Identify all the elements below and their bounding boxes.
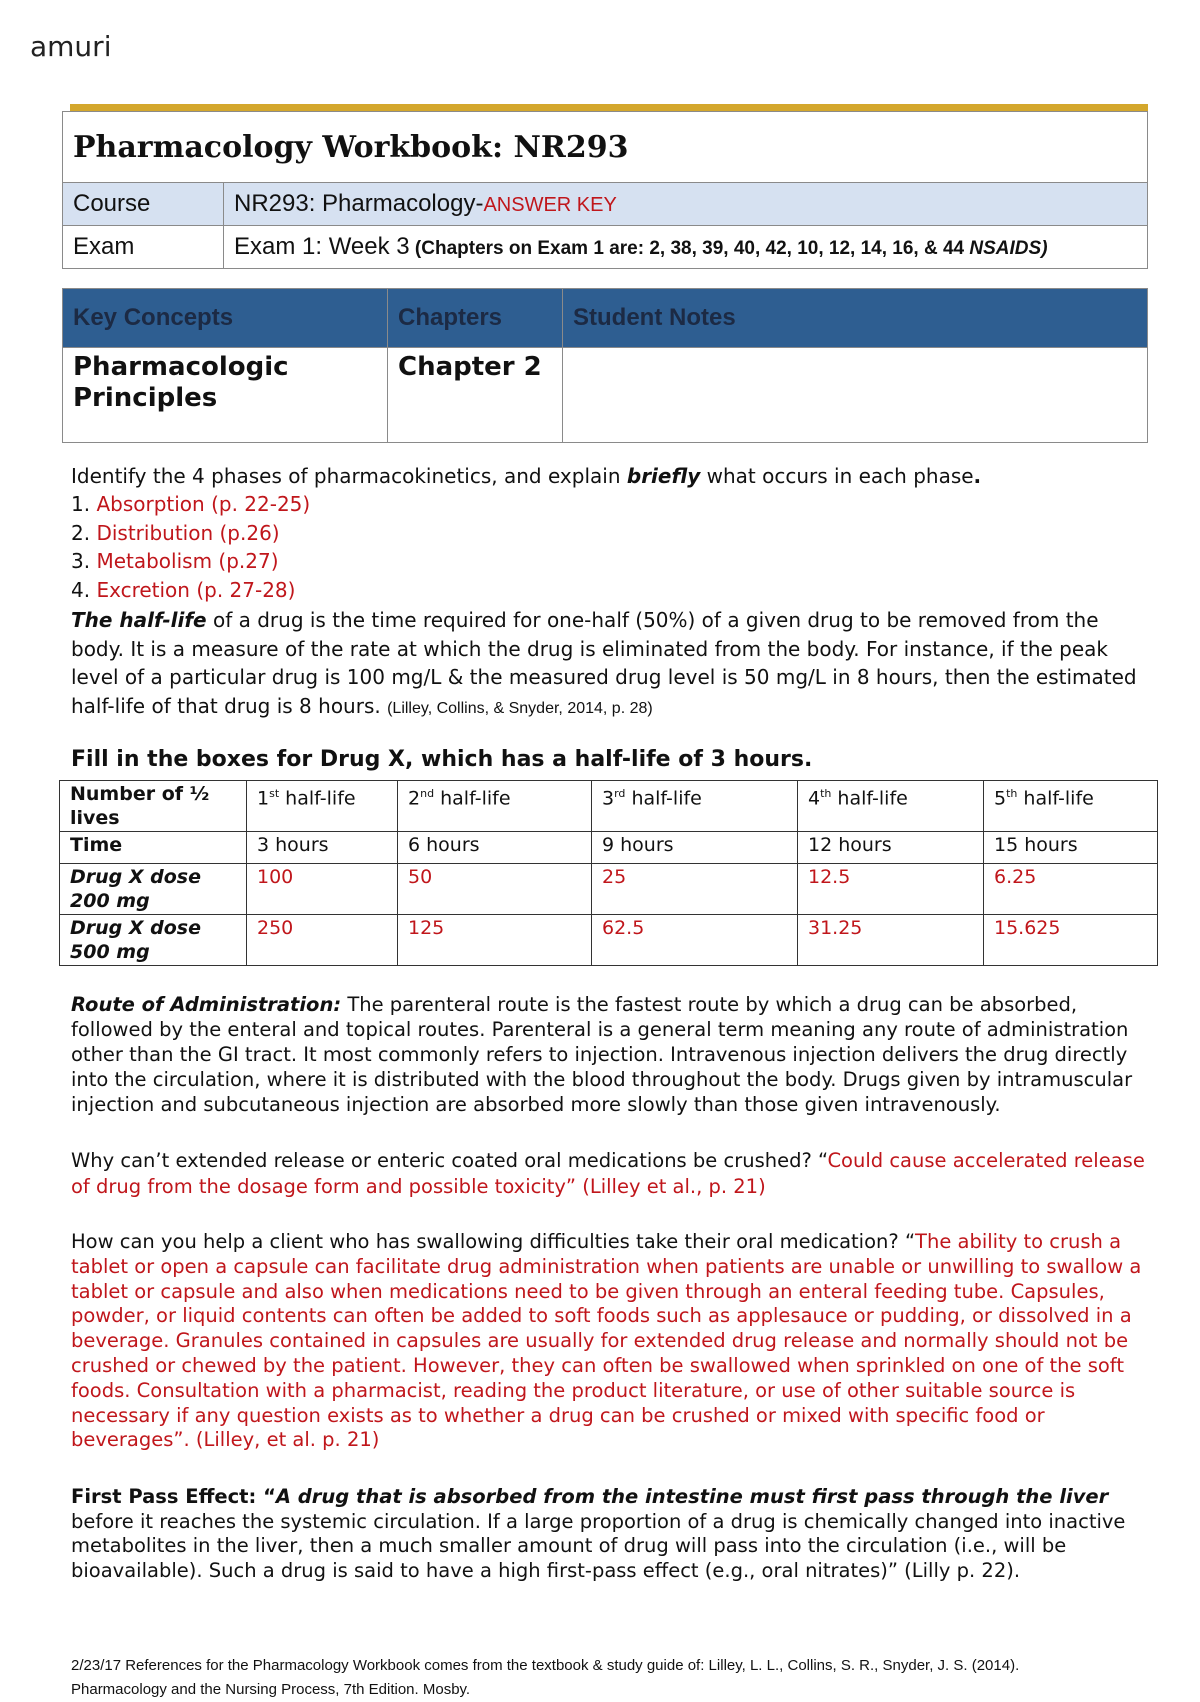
dose-cell: 125 [398,915,592,966]
dose-cell: 31.25 [798,915,984,966]
dose-200-label: Drug X dose 200 mg [60,864,247,915]
dose-cell: 100 [247,864,398,915]
half-life-header: 3rd half-life [592,781,798,832]
uploader-name: amuri [30,30,112,63]
key-concepts-table [62,288,1148,443]
student-notes-header: Student Notes [563,289,1148,348]
table-row [60,864,1158,915]
table-row [60,915,1158,966]
dose-500-label: Drug X dose 500 mg [60,915,247,966]
time-cell: 6 hours [398,832,592,864]
answer-key-label: ANSWER KEY [483,194,617,216]
key-concept-cell [63,348,388,443]
dose-cell: 25 [592,864,798,915]
exam-label: Exam [63,226,224,269]
list-item: 1. Absorption (p. 22-25) [71,492,311,516]
course-value [224,183,1148,226]
exam-chapters: (Chapters on Exam 1 are: 2, 38, 39, 40, 42, 10, 12, 14, 16, & 44 [409,238,970,259]
key-concepts-row [63,348,1148,443]
list-item: 4. Excretion (p. 27-28) [71,577,296,602]
exam-row [63,226,1148,269]
key-concept-line1: Pharmacologic [73,352,289,382]
half-life-header: 2nd half-life [398,781,592,832]
workbook-header-table [62,111,1148,269]
dose-cell: 250 [247,915,398,966]
drug-table-heading: Fill in the boxes for Drug X, which has a half-life of 3 hours. [71,747,813,772]
table-row [60,781,1158,832]
key-concepts-header-row [63,289,1148,348]
first-pass-paragraph: First Pass Effect: “A drug that is absorbed from the intestine must first pass through the liver before it reaches the systemic circulation. If a large proportion of a drug is chemically changed into inactive metabolites in the liver, then a much smaller amount of drug will pass into the circulation (i.e., will be bioavailable). Such a drug is said to have a high first-pass effect (e.g., oral nitrates)” (Lilly p. 22). [71,1485,1126,1582]
half-lives-label: Number of ½ lives [60,781,247,832]
half-life-citation: (Lilley, Collins, & Snyder, 2014, p. 28) [387,699,653,717]
key-concept-line2: Principles [73,383,218,413]
pharmacokinetics-phases-list [71,490,310,604]
exam-nsaids: NSAIDS) [969,238,1048,259]
dose-cell: 6.25 [984,864,1158,915]
dose-cell: 50 [398,864,592,915]
footer-reference: 2/23/17 References for the Pharmacology Workbook comes from the textbook & study guide of: Lilley, L. L., Collins, S. R., Snyder, J. S. (2014). Pharmacology and the Nursing Process, 7th Edition. Mosby. [71,1657,1020,1698]
exam-value [224,226,1148,269]
dose-cell: 15.625 [984,915,1158,966]
course-row [63,183,1148,226]
time-cell: 12 hours [798,832,984,864]
dose-cell: 12.5 [798,864,984,915]
table-row [60,832,1158,864]
swallow-question-paragraph: How can you help a client who has swallowing difficulties take their oral medication? “The ability to crush a tablet or open a capsule can facilitate drug administration when patients are unable or unwilling to swallow a tablet or capsule and also when medications need to be given through an enteral feeding tube. Capsules, powder, or liquid contents can often be added to soft foods such as applesauce or pudding, or dissolved in a beverage. Granules contained in capsules are usually for extended drug release and normally should not be crushed or chewed by the patient. However, they can often be swallowed when sprinkled on one of the soft foods. Consultation with a pharmacist, reading the product literature, or use of other suitable source is necessary if any question exists as to whether a drug can be crushed or mixed with specific food or beverages”. (Lilley, et al. p. 21) [71,1230,1142,1452]
time-cell: 15 hours [984,832,1158,864]
half-life-header: 4th half-life [798,781,984,832]
dose-cell: 62.5 [592,915,798,966]
half-life-table [59,780,1158,966]
exam-name: Exam 1: Week 3 [234,233,410,260]
course-name: NR293: Pharmacology- [234,190,484,217]
half-life-paragraph: The half-life of a drug is the time required for one-half (50%) of a given drug to be removed from the body. It is a measure of the rate at which the drug is eliminated from the body. For instance, if the peak level of a particular drug is 100 mg/L & the measured drug level is 50 mg/L in 8 hours, then the estimated half-life of that drug is 8 hours. (Lilley, Collins, & Snyder, 2014, p. 28) [71,608,1137,718]
chapters-header: Chapters [388,289,563,348]
time-label: Time [60,832,247,864]
pharmacokinetics-prompt: Identify the 4 phases of pharmacokinetics, and explain briefly what occurs in each phase. [71,464,982,488]
crush-question-paragraph: Why can’t extended release or enteric coated oral medications be crushed? “Could cause accelerated release of drug from the dosage form and possible toxicity” (Lilley et al., p. 21) [71,1149,1145,1198]
key-concepts-header: Key Concepts [63,289,388,348]
route-of-administration-paragraph: Route of Administration: The parenteral route is the fastest route by which a drug can be absorbed, followed by the enteral and topical routes. Parenteral is a general term meaning any route of administration other than the GI tract. It most commonly refers to injection. Intravenous injection delivers the drug directly into the circulation, where it is distributed with the blood throughout the body. Drugs given by intramuscular injection and subcutaneous injection are absorbed more slowly than those given intravenously. [71,993,1133,1116]
list-item: 3. Metabolism (p.27) [71,549,279,573]
workbook-title: Pharmacology Workbook: NR293 [63,112,1148,183]
time-cell: 9 hours [592,832,798,864]
half-life-header: 1st half-life [247,781,398,832]
student-notes-cell[interactable] [563,348,1148,443]
chapter-cell: Chapter 2 [388,348,563,443]
list-item: 2. Distribution (p.26) [71,520,280,545]
course-label: Course [63,183,224,226]
time-cell: 3 hours [247,832,398,864]
half-life-header: 5th half-life [984,781,1158,832]
title-accent-bar [70,104,1148,111]
